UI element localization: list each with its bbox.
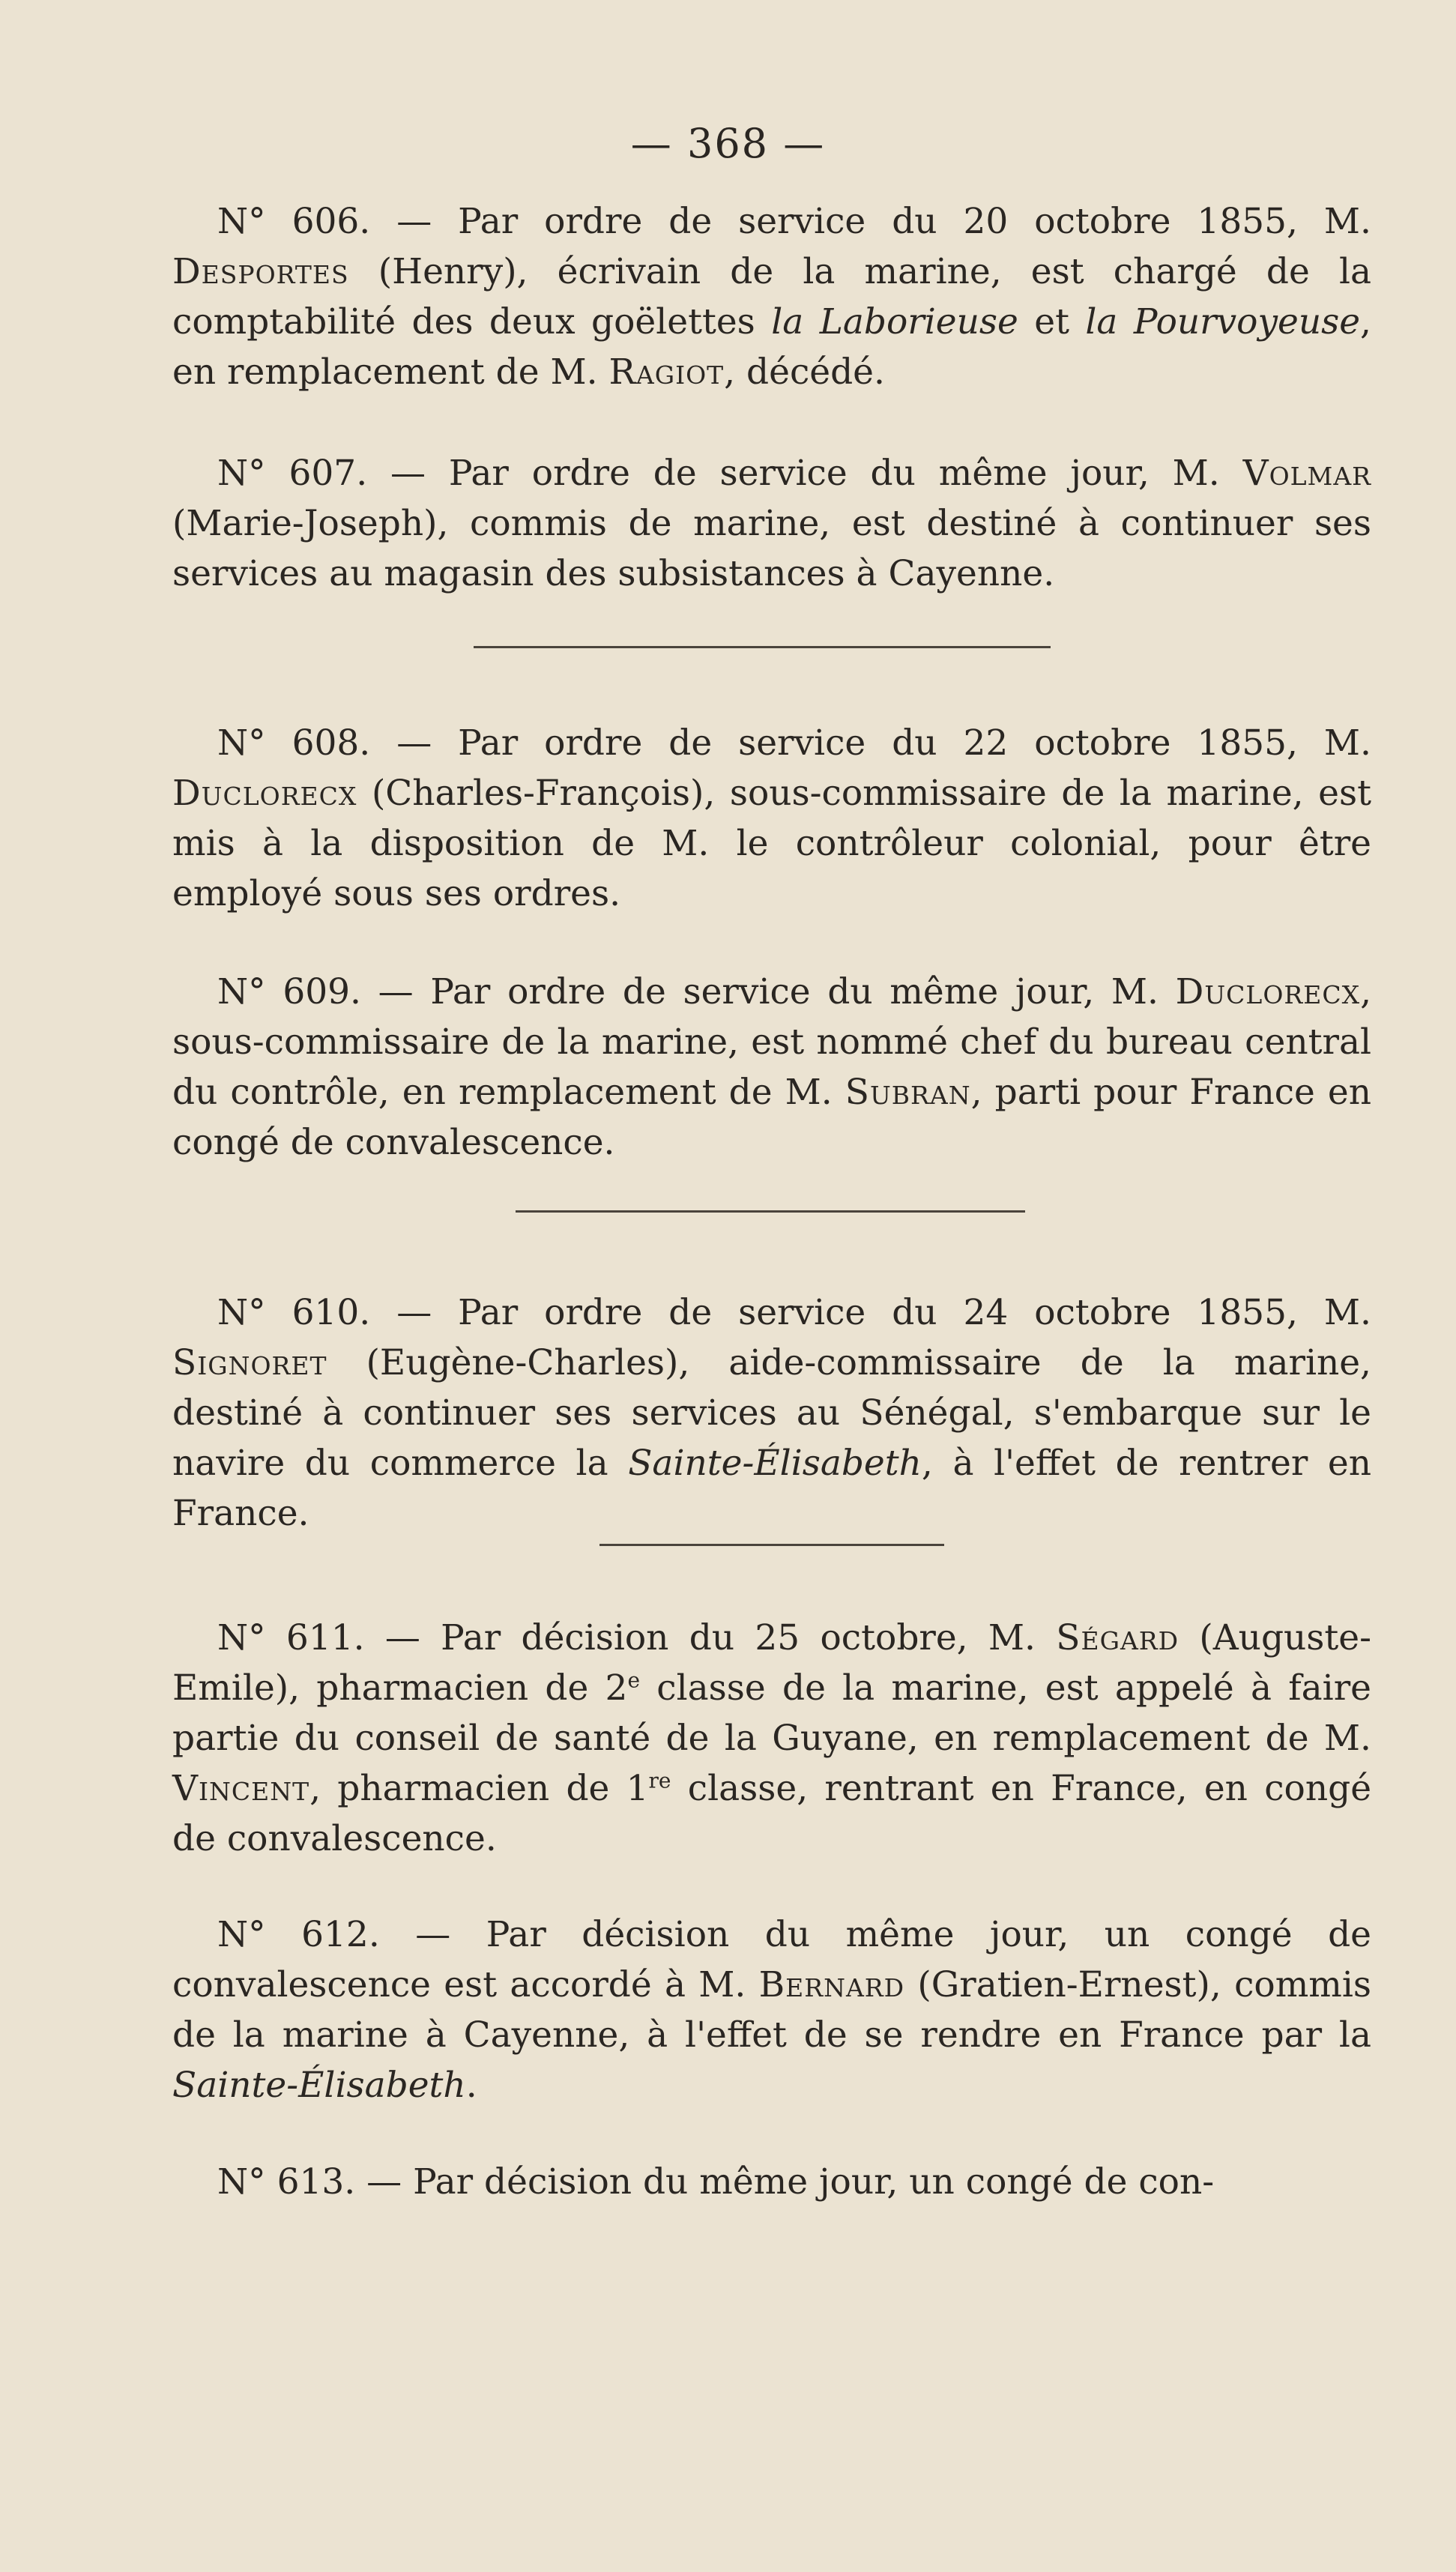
person-name: Duclorecx — [172, 773, 357, 814]
entry-text: classe de la marine, est appelé à faire partie du conseil de santé de la Guyane, en remplacement de M. — [172, 1667, 1371, 1759]
entry-606 — [172, 196, 1371, 397]
entry-number: N° 609. — [217, 971, 361, 1012]
entry-text: , décédé. — [724, 351, 885, 393]
ship-name: Sainte-Élisabeth — [628, 1443, 922, 1484]
entry-text: — Par décision du 25 octobre, M. — [364, 1617, 1057, 1658]
entry-text: , sous-commissaire de la marine, est nommé chef du bureau central du contrôle, en remplacement de M. — [172, 971, 1372, 1113]
entry-text: (Marie-Joseph), commis de marine, est destiné à continuer ses services au magasin des subsistances à Cayenne. — [172, 503, 1371, 594]
section-divider — [516, 1210, 1025, 1213]
ship-name: la Pourvoyeuse — [1085, 301, 1361, 342]
person-name: Ségard — [1056, 1617, 1179, 1658]
entry-text: (Auguste-Emile), pharmacien de 2 — [172, 1617, 1371, 1709]
page-number: — 368 — — [630, 120, 826, 167]
entry-text: (Gratien-Ernest), commis de la marine à Cayenne, à l'effet de se rendre en France par la — [172, 1964, 1371, 2056]
entry-611 — [172, 1613, 1371, 1864]
section-divider — [599, 1544, 944, 1546]
entry-number: N° 610. — [217, 1292, 371, 1333]
person-name: Signoret — [172, 1342, 327, 1383]
ship-name: la Laborieuse — [771, 301, 1018, 342]
entry-number: N° 612. — [217, 1914, 380, 1955]
entry-text: — Par décision du même jour, un congé de convalescence est accordé à M. — [172, 1914, 1371, 2005]
entry-text: — Par décision du même jour, un congé de con- — [355, 2161, 1215, 2203]
entry-text: — Par ordre de service du 20 octobre 1855, M. — [370, 201, 1371, 242]
superscript: e — [627, 1667, 641, 1693]
entry-text: classe, rentrant en France, en congé de convalescence. — [172, 1768, 1372, 1859]
person-name: Vincent — [172, 1768, 310, 1809]
entry-text: (Henry), écrivain de la marine, est chargé de la comptabilité des deux goëlettes — [172, 251, 1371, 342]
entry-text: (Eugène-Charles), aide-commissaire de la marine, destiné à continuer ses services au Sénégal, s'embarque sur le navire du commerce la — [172, 1342, 1371, 1484]
entry-607 — [172, 448, 1371, 599]
ship-name: Sainte-Élisabeth — [172, 2065, 466, 2106]
entry-text: (Charles-François), sous-commissaire de la marine, est mis à la disposition de M. le contrôleur colonial, pour être employé sous ses ordres. — [172, 773, 1371, 914]
entry-number: N° 613. — [217, 2161, 356, 2203]
entry-text: , pharmacien de 1 — [309, 1768, 649, 1809]
entry-number: N° 611. — [217, 1617, 365, 1658]
entry-text: , à l'effet de rentrer en France. — [172, 1443, 1371, 1534]
entry-number: N° 606. — [217, 201, 371, 242]
entry-number: N° 607. — [217, 453, 368, 494]
person-name: Bernard — [758, 1964, 905, 2005]
section-divider — [474, 646, 1051, 648]
entry-612 — [172, 1910, 1371, 2110]
entry-text: . — [465, 2065, 477, 2106]
entry-609 — [172, 967, 1371, 1168]
entry-text: et — [1018, 301, 1086, 342]
entry-text: — Par ordre de service du 24 octobre 1855, M. — [370, 1292, 1371, 1333]
superscript: re — [648, 1768, 671, 1793]
person-name: Ragiot — [608, 351, 725, 393]
entry-613 — [172, 2157, 1371, 2207]
person-name: Desportes — [172, 251, 349, 292]
entry-608 — [172, 718, 1371, 919]
entry-number: N° 608. — [217, 722, 371, 764]
person-name: Duclorecx — [1175, 971, 1361, 1012]
person-name: Volmar — [1242, 453, 1372, 494]
entry-text: , parti pour France en congé de convalescence. — [172, 1072, 1372, 1163]
person-name: Subran — [845, 1072, 971, 1113]
entry-text: — Par ordre de service du même jour, M. — [360, 971, 1176, 1012]
entry-text: — Par ordre de service du même jour, M. — [367, 453, 1243, 494]
entry-text: , en remplacement de M. — [172, 301, 1371, 393]
entry-text: — Par ordre de service du 22 octobre 1855, M. — [370, 722, 1371, 764]
entry-610 — [172, 1287, 1371, 1539]
